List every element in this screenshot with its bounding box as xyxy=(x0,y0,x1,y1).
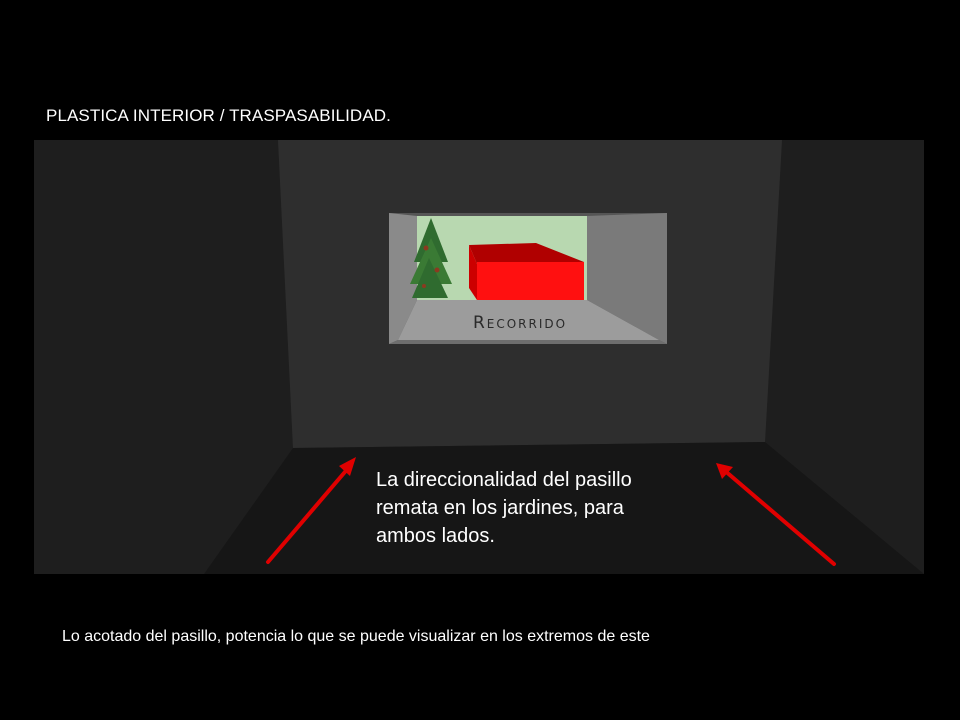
annotation-line: La direccionalidad del pasillo xyxy=(376,469,632,491)
annotation-line: remata en los jardines, para xyxy=(376,497,624,519)
slide-caption: Lo acotado del pasillo, potencia lo que se puede visualizar en los extremos de este xyxy=(62,628,650,645)
window-floor-edge xyxy=(389,340,667,344)
recorrido-sign: Recorrido xyxy=(472,313,568,333)
slide-title: PLASTICA INTERIOR / TRASPASABILIDAD. xyxy=(46,106,391,125)
annotation-line: ambos lados. xyxy=(376,525,495,547)
annotation-text xyxy=(376,466,716,550)
